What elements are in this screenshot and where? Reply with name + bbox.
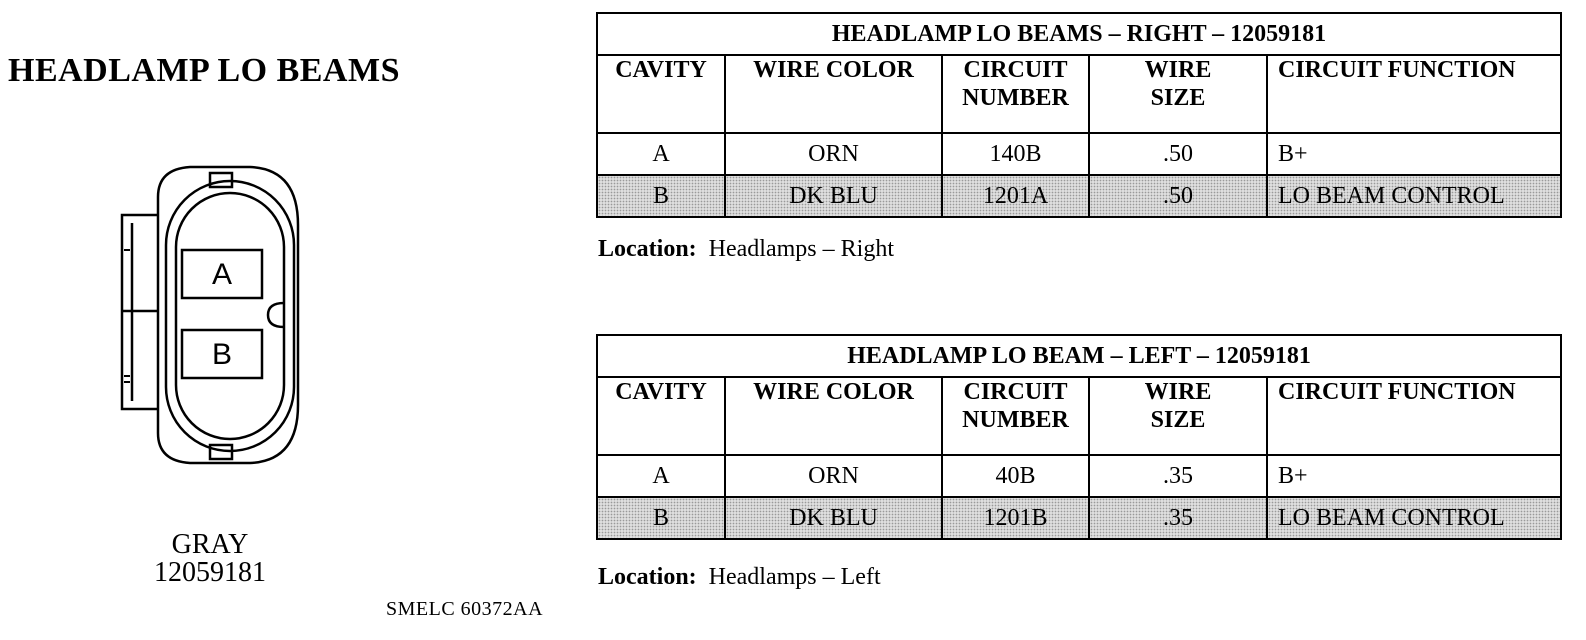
location-label: Location: — [598, 236, 697, 262]
header-wire-size — [1089, 377, 1267, 455]
cell-wire-color: ORN — [725, 133, 942, 175]
connector-color: GRAY — [171, 529, 249, 560]
header-circuit-function: CIRCUIT FUNCTION — [1267, 377, 1561, 455]
connector-part-number: 12059181 — [154, 557, 266, 588]
header-wire-size — [1089, 55, 1267, 133]
cell-circuit-function: LO BEAM CONTROL — [1267, 175, 1561, 217]
header-cavity: CAVITY — [597, 55, 725, 133]
table-row — [597, 497, 1561, 539]
header-circuit-number-line1: CIRCUIT — [963, 57, 1068, 83]
right-location — [598, 236, 894, 263]
figure-code: SMELC 60372AA — [386, 598, 544, 620]
cell-cavity: B — [597, 497, 725, 539]
cavity-b-label: B — [211, 338, 233, 371]
header-circuit-number-line1: CIRCUIT — [963, 379, 1068, 405]
table-title: HEADLAMP LO BEAMS – RIGHT – 12059181 — [597, 13, 1561, 55]
page-title: HEADLAMP LO BEAMS — [8, 52, 400, 89]
header-cavity: CAVITY — [597, 377, 725, 455]
cell-cavity: A — [597, 133, 725, 175]
header-circuit-number — [942, 55, 1089, 133]
header-circuit-number-line2: NUMBER — [962, 85, 1069, 111]
header-circuit-function: CIRCUIT FUNCTION — [1267, 55, 1561, 133]
cell-cavity: B — [597, 175, 725, 217]
cell-wire-size: .35 — [1089, 455, 1267, 497]
cell-circuit-function: B+ — [1267, 455, 1561, 497]
connector-face-diagram — [110, 155, 310, 475]
cell-wire-size: .50 — [1089, 133, 1267, 175]
location-value: Headlamps – Left — [708, 564, 881, 590]
header-wire-color: WIRE COLOR — [725, 377, 942, 455]
cell-circuit-function: B+ — [1267, 133, 1561, 175]
table-title: HEADLAMP LO BEAM – LEFT – 12059181 — [597, 335, 1561, 377]
cell-wire-size: .35 — [1089, 497, 1267, 539]
table-row — [597, 133, 1561, 175]
cell-wire-color: DK BLU — [725, 175, 942, 217]
cell-cavity: A — [597, 455, 725, 497]
right-headlamp-table — [596, 12, 1562, 218]
header-wire-color: WIRE COLOR — [725, 55, 942, 133]
header-circuit-number — [942, 377, 1089, 455]
cell-circuit-function: LO BEAM CONTROL — [1267, 497, 1561, 539]
left-headlamp-table — [596, 334, 1562, 540]
cell-circuit-number: 1201B — [942, 497, 1089, 539]
cell-circuit-number: 1201A — [942, 175, 1089, 217]
header-wire-size-line1: WIRE — [1144, 379, 1212, 405]
left-location — [598, 564, 881, 591]
header-wire-size-line2: SIZE — [1150, 407, 1206, 433]
header-wire-size-line1: WIRE — [1144, 57, 1212, 83]
header-wire-size-line2: SIZE — [1150, 85, 1206, 111]
location-value: Headlamps – Right — [708, 236, 894, 262]
location-label: Location: — [598, 564, 697, 590]
header-circuit-number-line2: NUMBER — [962, 407, 1069, 433]
table-row — [597, 175, 1561, 217]
table-row — [597, 455, 1561, 497]
cell-wire-color: ORN — [725, 455, 942, 497]
cell-wire-color: DK BLU — [725, 497, 942, 539]
cavity-a-label: A — [211, 258, 233, 291]
cell-circuit-number: 140B — [942, 133, 1089, 175]
cell-circuit-number: 40B — [942, 455, 1089, 497]
cell-wire-size: .50 — [1089, 175, 1267, 217]
